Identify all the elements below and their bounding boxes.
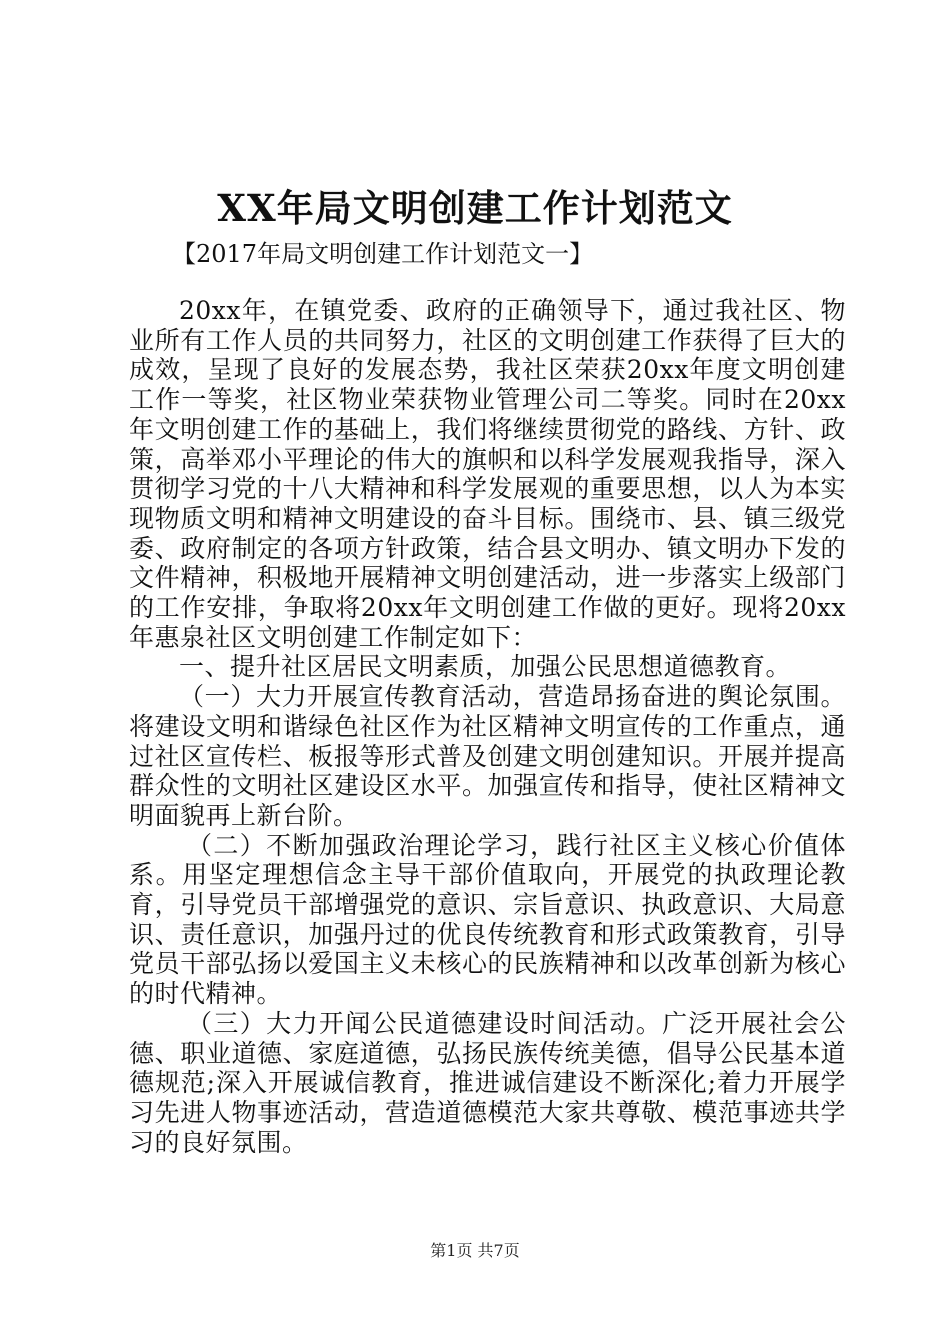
section-heading-1: 一、提升社区居民文明素质，加强公民思想道德教育。 [179,652,792,682]
page-number-footer: 第1页 共7页 [430,1241,520,1260]
document-subtitle: 【2017年局文明创建工作计划范文一】 [172,240,594,268]
document-body [129,296,846,1157]
document-title: XX年局文明创建工作计划范文 [217,186,733,230]
paragraph-item-3: （三）大力开闻公民道德建设时间活动。广泛开展社会公德、职业道德、家庭道德，弘扬民族传统美德，倡导公民基本道德规范;深入开展诚信教育，推进诚信建设不断深化;着力开展学习先进人物事迹活动，营造道德模范大家共尊敬、模范事迹共学习的良好氛围。 [129,1008,846,1157]
paragraph-intro: 20xx年，在镇党委、政府的正确领导下，通过我社区、物业所有工作人员的共同努力，社区的文明创建工作获得了巨大的成效，呈现了良好的发展态势，我社区荣获20xx年度文明创建工作一等奖，社区物业荣获物业管理公司二等奖。同时在20xx年文明创建工作的基础上，我们将继续贯彻党的路线、方针、政策，高举邓小平理论的伟大的旗帜和以科学发展观我指导，深入贯彻学习党的十八大精神和科学发展观的重要思想，以人为本实现物质文明和精神文明建设的奋斗目标。围绕市、县、镇三级党委、政府制定的各项方针政策，结合县文明办、镇文明办下发的文件精神，积极地开展精神文明创建活动，进一步落实上级部门的工作安排，争取将20xx年文明创建工作做的更好。现将20xx年惠泉社区文明创建工作制定如下： [129,296,846,652]
paragraph-item-2: （二）不断加强政治理论学习，践行社区主义核心价值体系。用坚定理想信念主导干部价值取向，开展党的执政理论教育，引导党员干部增强党的意识、宗旨意识、执政意识、大局意识、责任意识，加强丹过的优良传统教育和形式政策教育，引导党员干部弘扬以爱国主义未核心的民族精神和以改革创新为核心的时代精神。 [129,830,846,1009]
paragraph-item-1: （一）大力开展宣传教育活动，营造昂扬奋进的舆论氛围。将建设文明和谐绿色社区作为社区精神文明宣传的工作重点，通过社区宣传栏、板报等形式普及创建文明创建知识。开展并提高群众性的文明社区建设区水平。加强宣传和指导，使社区精神文明面貌再上新台阶。 [129,682,846,830]
